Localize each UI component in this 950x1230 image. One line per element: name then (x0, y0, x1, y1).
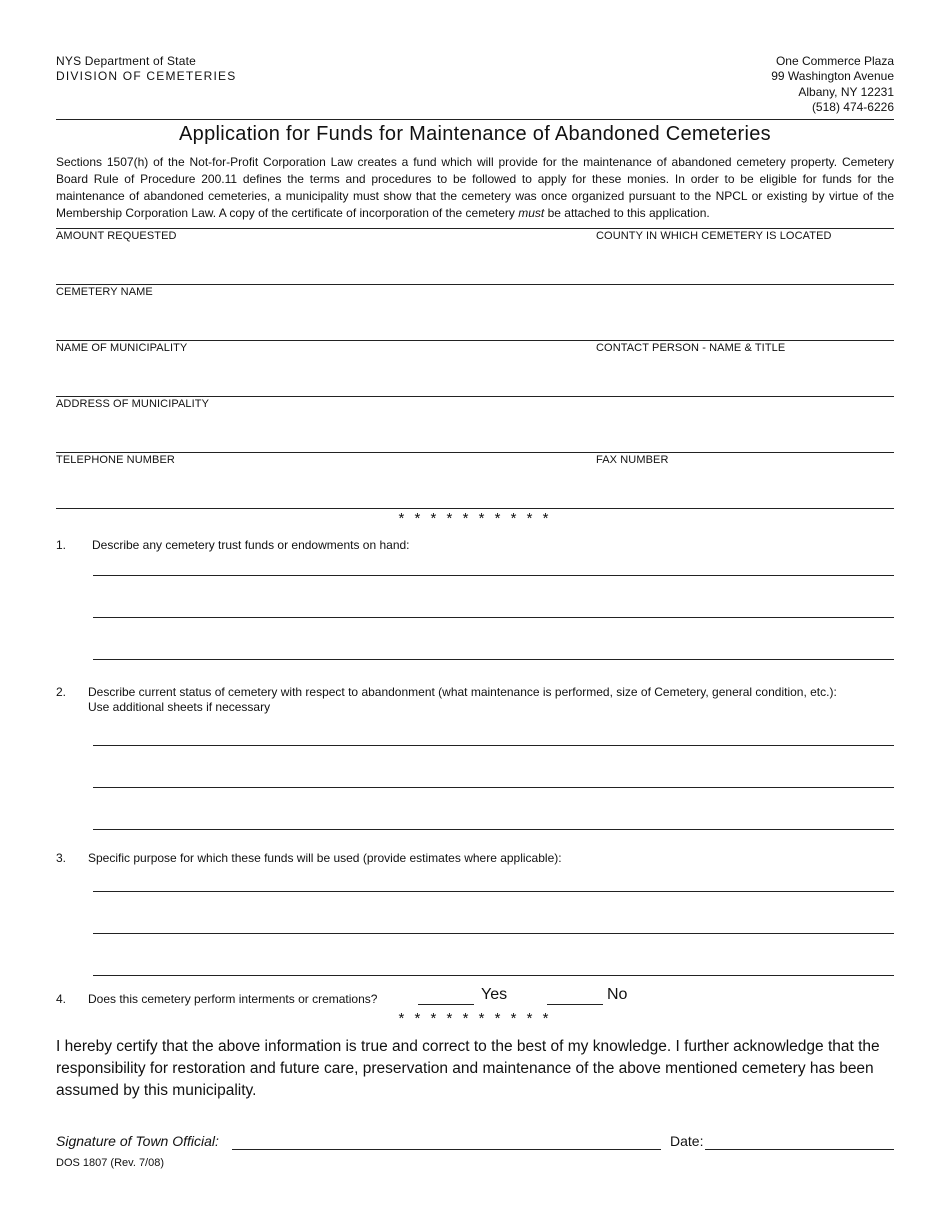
question-1-number: 1. (56, 538, 67, 552)
county-label: COUNTY IN WHICH CEMETERY IS LOCATED (596, 230, 832, 242)
contact-person-field[interactable] (596, 356, 894, 395)
amount-requested-field[interactable] (56, 244, 586, 283)
address-line-3: Albany, NY 12231 (798, 84, 894, 99)
answer-line[interactable] (93, 787, 894, 788)
field-rule-4 (56, 396, 894, 397)
cemetery-name-label: CEMETERY NAME (56, 286, 153, 298)
answer-line[interactable] (93, 659, 894, 660)
county-field[interactable] (596, 244, 894, 283)
intro-text-2: be attached to this application. (544, 206, 710, 220)
agency-address (771, 54, 894, 115)
no-label: No (607, 986, 628, 1003)
header-divider (56, 119, 894, 120)
question-3-number: 3. (56, 851, 67, 865)
municipality-name-field[interactable] (56, 356, 586, 395)
contact-person-label: CONTACT PERSON - NAME & TITLE (596, 342, 786, 354)
municipality-name-label: NAME OF MUNICIPALITY (56, 342, 188, 354)
intro-text-1: Sections 1507(h) of the Not-for-Profit Corporation Law creates a fund which will provide for the maintenance of abandoned cemetery property. Cemetery Board Rule of Procedure 200.11 defines the terms and procedures to be followed to apply for these monies. In order to be eligible for funds for the maintenance of abandoned cemeteries, a municipality must show that the cemetery was once organized pursuant to the NPCL or existing by virtue of the Membership Corporation Law. A copy of the certificate of incorporation of the cemetery (56, 155, 894, 220)
date-label: Date: (670, 1133, 704, 1149)
question-1-text: Describe any cemetery trust funds or endowments on hand: (92, 538, 410, 552)
question-2-line-2: Use additional sheets if necessary (88, 700, 271, 714)
field-rule-5 (56, 452, 894, 453)
municipality-address-field[interactable] (56, 412, 894, 451)
answer-line[interactable] (93, 933, 894, 934)
address-line-2: 99 Washington Avenue (771, 69, 894, 84)
cemetery-name-field[interactable] (56, 300, 894, 339)
signature-label: Signature of Town Official: (56, 1133, 219, 1149)
yes-label: Yes (481, 986, 508, 1003)
page-title: Application for Funds for Maintenance of Abandoned Cemeteries (179, 123, 771, 145)
field-rule-top (56, 228, 894, 229)
question-2-text (88, 685, 894, 715)
question-2-number: 2. (56, 685, 67, 699)
separator-stars-1: * * * * * * * * * * (398, 510, 552, 527)
separator-stars-2: * * * * * * * * * * (398, 1010, 552, 1027)
question-2-line-1: Describe current status of cemetery with respect to abandonment (what maintenance is performed, size of Cemetery, general condition, etc.): (88, 685, 837, 699)
division-name: DIVISION OF CEMETERIES (56, 69, 237, 83)
address-line-1: One Commerce Plaza (775, 54, 894, 68)
address-phone: (518) 474-6226 (811, 99, 894, 114)
answer-line[interactable] (93, 891, 894, 892)
fax-label: FAX NUMBER (596, 454, 669, 466)
municipality-address-label: ADDRESS OF MUNICIPALITY (56, 398, 210, 410)
amount-requested-label: AMOUNT REQUESTED (56, 230, 177, 242)
answer-line[interactable] (93, 829, 894, 830)
yes-blank[interactable] (418, 1004, 474, 1005)
answer-line[interactable] (93, 975, 894, 976)
agency-name: NYS Department of State (56, 54, 196, 68)
question-4-text: Does this cemetery perform interments or cremations? (88, 992, 378, 1006)
intro-emphasis: must (518, 206, 545, 220)
date-line[interactable] (705, 1149, 894, 1150)
answer-line[interactable] (93, 617, 894, 618)
question-4-number: 4. (56, 992, 67, 1006)
answer-line[interactable] (93, 575, 894, 576)
form-id: DOS 1807 (Rev. 7/08) (56, 1157, 165, 1169)
signature-line[interactable] (232, 1149, 661, 1150)
field-rule-2 (56, 284, 894, 285)
field-rule-bottom (56, 508, 894, 509)
intro-paragraph (56, 154, 894, 222)
certification-statement: I hereby certify that the above information is true and correct to the best of my knowledge. I further acknowledge that the responsibility for restoration and future care, preservation and maintenance of the above mentioned cemetery has been assumed by this municipality. (56, 1038, 880, 1099)
field-rule-3 (56, 340, 894, 341)
fax-field[interactable] (596, 468, 894, 507)
answer-line[interactable] (93, 745, 894, 746)
question-3-text: Specific purpose for which these funds will be used (provide estimates where applicable): (88, 851, 562, 865)
no-blank[interactable] (547, 1004, 603, 1005)
telephone-field[interactable] (56, 468, 586, 507)
telephone-label: TELEPHONE NUMBER (56, 454, 175, 466)
